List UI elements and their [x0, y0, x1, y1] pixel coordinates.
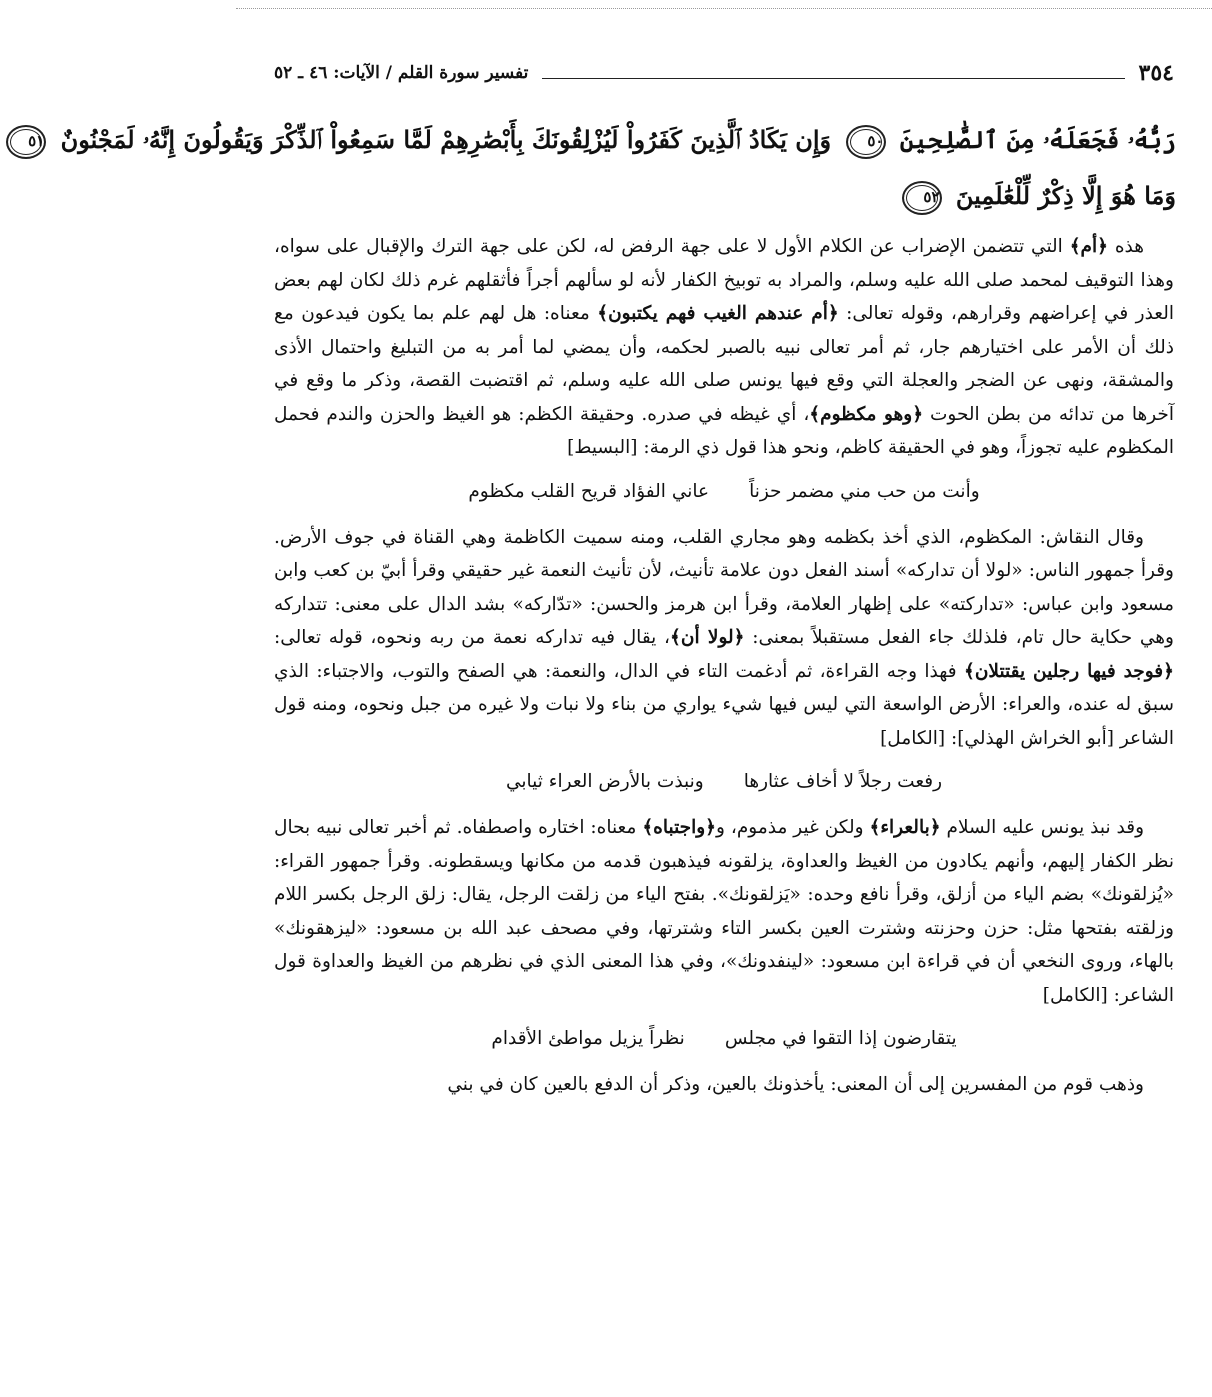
verse-text: وَمَا هُوَ إِلَّا ذِكْرٌ لِّلْعَٰلَمِينَ	[955, 181, 1176, 210]
poem-hemistich-second: ونبذت بالأرض العراء ثيابي	[505, 771, 704, 792]
text: ، أي غيظه في صدره. وحقيقة الكظم: هو الغيظ والحزن والندم فحمل المكظوم عليه تجوزاً، وهو في الحقيقة كاظم، ونحو هذا قول ذي الرمة: [البسيط]	[274, 403, 1174, 458]
header-rule	[542, 78, 1124, 79]
paragraph-2	[274, 521, 1174, 756]
verse-number-mark: ٥١	[6, 125, 46, 159]
quran-quote: ﴿واجتباه﴾	[642, 817, 717, 838]
text: ولكن غير مذموم، و	[716, 817, 870, 838]
verse-line-1	[28, 112, 1176, 168]
poem-verse-2	[274, 763, 1174, 801]
paragraph-1	[274, 230, 1174, 465]
verse-text: وَإِن يَكَادُ ٱلَّذِينَ كَفَرُواْ لَيُزْلِقُونَكَ بِأَبْصَٰرِهِمْ لَمَّا سَمِعُواْ ٱلذِّكْرَ وَيَقُولُونَ إِنَّهُۥ لَمَجْنُونٌ	[60, 125, 832, 154]
verse-number-mark: ٥٠	[846, 125, 886, 159]
quran-quote: ﴿لولا أن﴾	[670, 627, 745, 648]
running-title: تفسير سورة القلم / الآيات: ٤٦ ـ ٥٢	[274, 63, 529, 83]
paragraph-4	[274, 1068, 1174, 1102]
text: ، يقال فيه تداركه نعمة من ربه ونحوه، قوله تعالى:	[274, 627, 671, 648]
paragraph-3	[274, 811, 1174, 1012]
text: وذهب قوم من المفسرين إلى أن المعنى: يأخذونك بالعين، وذكر أن الدفع بالعين كان في بني	[447, 1074, 1144, 1095]
text: وقد نبذ يونس عليه السلام	[940, 817, 1145, 838]
quran-quote: ﴿أم﴾	[1069, 236, 1108, 257]
poem-hemistich-first: وأنت من حب مني مضمر حزناً	[749, 480, 980, 502]
top-dotted-line	[236, 8, 1212, 9]
quran-quote: ﴿أم عندهم الغيب فهم يكتبون﴾	[597, 303, 839, 324]
poem-hemistich-second: نظراً يزيل مواطئ الأقدام	[491, 1028, 685, 1049]
poem-verse-3	[274, 1020, 1174, 1058]
poem-verse-1	[274, 473, 1174, 511]
verse-number-mark: ٥٢	[902, 181, 942, 215]
page	[28, 0, 1212, 1397]
poem-hemistich-first: يتقارضون إذا التقوا في مجلس	[724, 1028, 957, 1049]
commentary-body	[274, 230, 1174, 1102]
poem-hemistich-first: رفعت رجلاً لا أخاف عثارها	[743, 771, 943, 792]
text: التي تتضمن الإضراب عن الكلام الأول لا على جهة الرفض له، لكن على جهة الترك والإقبال على سواه، وهذا التوقيف لمحمد صلى الله عليه وسلم، والمراد به توبيخ الكفار لأنه لو سألهم أجراً فأثقلهم غرم ذلك لكان لهم بعض العذر في إعراضهم وقرارهم، وقوله تعالى:	[274, 236, 1174, 324]
text: فهذا وجه القراءة، ثم أدغمت التاء في الدال، والنعمة: هي الصفح والتوب، والاجتباء: الذي سبق له عنده، والعراء: الأرض الواسعة التي ليس فيها شيء يواري من بناء ولا نبات ولا غيره من جبل ونحوه، ومنه قول الشاعر [أبو الخراش الهذلي]: [الكامل]	[274, 660, 1174, 749]
page-number: ٣٥٤	[1138, 60, 1174, 86]
page-header	[274, 58, 1174, 88]
text: وقال النقاش: المكظوم، الذي أخذ بكظمه وهو مجاري القلب، ومنه سميت الكاظمة وهي القناة في جوف الأرض. وقرأ جمهور الناس: «لولا أن تداركه» أسند الفعل دون علامة تأنيث، لأن تأنيث النعمة غير حقيقي وقرأ أبيّ بن كعب وابن مسعود وابن عباس: «تداركته» على إظهار العلامة، وقرأ ابن هرمز والحسن: «تدّاركه» بشد الدال على معنى: تتداركه وهي حكاية حال تام، فلذلك جاء الفعل مستقبلاً بمعنى:	[274, 526, 1174, 648]
quran-quote: ﴿بالعراء﴾	[869, 817, 941, 838]
quran-verses	[28, 112, 1176, 224]
text: هذه	[1107, 236, 1144, 257]
poem-hemistich-second: عاني الفؤاد قريح القلب مكظوم	[468, 480, 710, 502]
text: معناه: اختاره واصطفاه. ثم أخبر تعالى نبيه بحال نظر الكفار إليهم، وأنهم يكادون من الغيظ والعداوة، يزلقونه فيذهبون قدمه من مكانها ويسقطونه. وقرأ جمهور القراء: «يُزلقونك» بضم الياء من أزلق، وقرأ نافع وحده: «يَزلقونك». بفتح الياء من زلقت الرجل، يقال: زلق الرجل بكسر اللام وزلقته بفتحها مثل: حزن وحزنته وشترت العين بكسر التاء وشترتها، وفي مصحف عبد الله بن مسعود: «ليزهقونك» بالهاء، وروى النخعي أن في قراءة ابن مسعود: «لينفدونك»، وفي هذا المعنى الذي في نظرهم من الغيظ والعداوة قول الشاعر: [الكامل]	[274, 817, 1174, 1006]
quran-quote: ﴿فوجد فيها رجلين يقتتلان﴾	[963, 660, 1174, 682]
verse-line-2	[272, 168, 1176, 224]
text: معناه: هل لهم علم بما يكون فيدعون مع ذلك أن الأمر على اختيارهم جار، ثم أمر تعالى نبيه بالصبر لحكمه، وأن يمضي لما أمر به من التبليغ واحتمال الأذى والمشقة، ونهى عن الضجر والعجلة التي وقع فيها يونس صلى الله عليه وسلم، ثم اقتضبت القصة، وذكر ما وقع في آخرها من تدائه من بطن الحوت	[274, 303, 1174, 425]
quran-quote: ﴿وهو مكظوم﴾	[809, 403, 924, 425]
verse-text: رَبُّهُۥ فَجَعَلَهُۥ مِنَ ٱلصَّٰلِحِينَ	[899, 125, 1176, 154]
